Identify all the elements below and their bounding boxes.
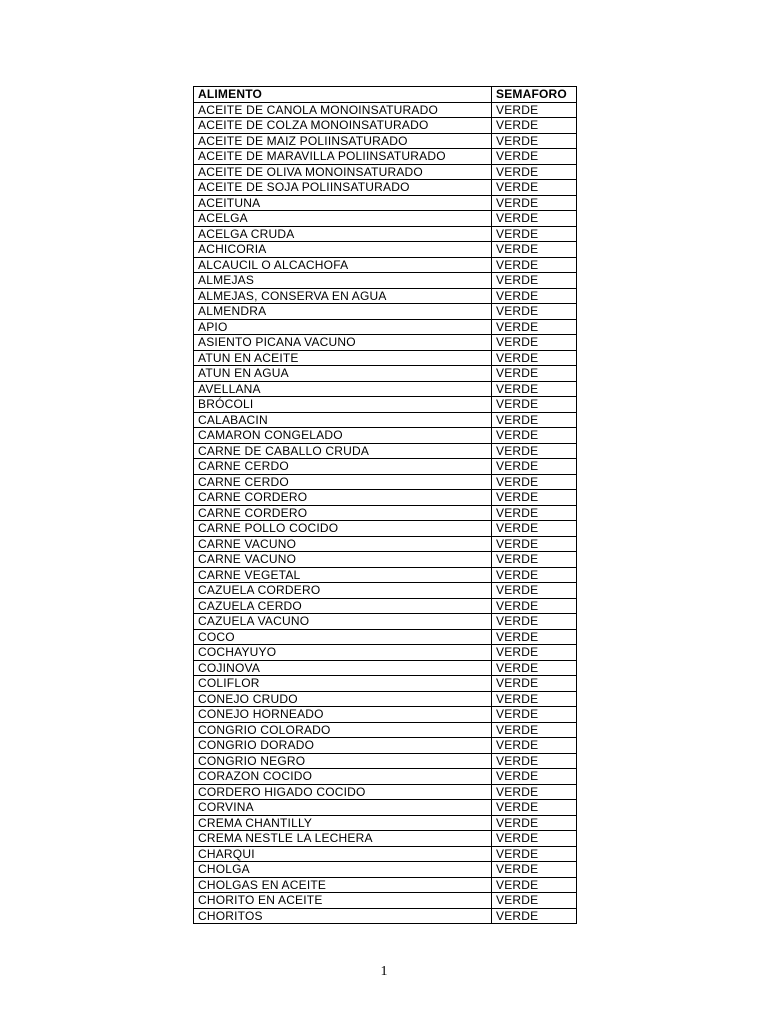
- table-row: [194, 319, 577, 335]
- table-row: [194, 226, 577, 242]
- traffic-light-cell: VERDE: [492, 846, 577, 862]
- food-name-cell: ACEITE DE OLIVA MONOINSATURADO: [194, 164, 492, 180]
- table-row: [194, 831, 577, 847]
- traffic-light-cell: VERDE: [492, 350, 577, 366]
- food-name-cell: CARNE VEGETAL: [194, 567, 492, 583]
- traffic-light-cell: VERDE: [492, 102, 577, 118]
- table-row: [194, 273, 577, 289]
- food-name-cell: ALCAUCIL O ALCACHOFA: [194, 257, 492, 273]
- food-name-cell: CONGRIO COLORADO: [194, 722, 492, 738]
- traffic-light-cell: VERDE: [492, 908, 577, 924]
- traffic-light-cell: VERDE: [492, 149, 577, 165]
- food-name-cell: ACEITUNA: [194, 195, 492, 211]
- traffic-light-cell: VERDE: [492, 645, 577, 661]
- food-name-cell: ALMEJAS: [194, 273, 492, 289]
- table-row: [194, 102, 577, 118]
- traffic-light-cell: VERDE: [492, 536, 577, 552]
- traffic-light-cell: VERDE: [492, 598, 577, 614]
- table-row: [194, 164, 577, 180]
- traffic-light-cell: VERDE: [492, 133, 577, 149]
- traffic-light-cell: VERDE: [492, 257, 577, 273]
- food-name-cell: ACEITE DE MARAVILLA POLIINSATURADO: [194, 149, 492, 165]
- table-row: [194, 288, 577, 304]
- table-row: [194, 443, 577, 459]
- traffic-light-cell: VERDE: [492, 738, 577, 754]
- food-name-cell: CARNE DE CABALLO CRUDA: [194, 443, 492, 459]
- traffic-light-cell: VERDE: [492, 459, 577, 475]
- traffic-light-cell: VERDE: [492, 660, 577, 676]
- food-name-cell: CALABACIN: [194, 412, 492, 428]
- table-row: [194, 412, 577, 428]
- table-row: [194, 645, 577, 661]
- table-row: [194, 707, 577, 723]
- table-row: [194, 536, 577, 552]
- traffic-light-cell: VERDE: [492, 614, 577, 630]
- table-row: [194, 118, 577, 134]
- table-row: [194, 397, 577, 413]
- traffic-light-cell: VERDE: [492, 366, 577, 382]
- food-name-cell: CARNE CERDO: [194, 474, 492, 490]
- table-header-row: [194, 87, 577, 103]
- traffic-light-cell: VERDE: [492, 831, 577, 847]
- food-name-cell: CHORITOS: [194, 908, 492, 924]
- food-name-cell: CHARQUI: [194, 846, 492, 862]
- food-name-cell: COCO: [194, 629, 492, 645]
- table-row: [194, 567, 577, 583]
- table-row: [194, 583, 577, 599]
- table-row: [194, 753, 577, 769]
- traffic-light-cell: VERDE: [492, 707, 577, 723]
- table-row: [194, 490, 577, 506]
- food-name-cell: ACEITE DE COLZA MONOINSATURADO: [194, 118, 492, 134]
- food-name-cell: COCHAYUYO: [194, 645, 492, 661]
- traffic-light-cell: VERDE: [492, 800, 577, 816]
- traffic-light-cell: VERDE: [492, 629, 577, 645]
- food-name-cell: APIO: [194, 319, 492, 335]
- food-name-cell: ALMENDRA: [194, 304, 492, 320]
- food-name-cell: CARNE CORDERO: [194, 490, 492, 506]
- traffic-light-cell: VERDE: [492, 304, 577, 320]
- food-name-cell: CORDERO HIGADO COCIDO: [194, 784, 492, 800]
- traffic-light-cell: VERDE: [492, 490, 577, 506]
- table-row: [194, 660, 577, 676]
- table-body: [194, 102, 577, 924]
- traffic-light-cell: VERDE: [492, 288, 577, 304]
- traffic-light-cell: VERDE: [492, 474, 577, 490]
- food-traffic-light-table: [193, 86, 577, 924]
- table-row: [194, 474, 577, 490]
- header-alimento: ALIMENTO: [194, 87, 492, 103]
- traffic-light-cell: VERDE: [492, 335, 577, 351]
- traffic-light-cell: VERDE: [492, 877, 577, 893]
- table-row: [194, 800, 577, 816]
- traffic-light-cell: VERDE: [492, 381, 577, 397]
- traffic-light-cell: VERDE: [492, 552, 577, 568]
- table-row: [194, 815, 577, 831]
- table-row: [194, 552, 577, 568]
- table-row: [194, 598, 577, 614]
- food-name-cell: CAZUELA CERDO: [194, 598, 492, 614]
- food-name-cell: CREMA NESTLE LA LECHERA: [194, 831, 492, 847]
- traffic-light-cell: VERDE: [492, 676, 577, 692]
- traffic-light-cell: VERDE: [492, 505, 577, 521]
- table-row: [194, 149, 577, 165]
- table-row: [194, 505, 577, 521]
- food-name-cell: CARNE VACUNO: [194, 552, 492, 568]
- food-name-cell: CHOLGAS EN ACEITE: [194, 877, 492, 893]
- traffic-light-cell: VERDE: [492, 397, 577, 413]
- table-row: [194, 257, 577, 273]
- table-row: [194, 381, 577, 397]
- food-name-cell: ATUN EN AGUA: [194, 366, 492, 382]
- traffic-light-cell: VERDE: [492, 164, 577, 180]
- traffic-light-cell: VERDE: [492, 180, 577, 196]
- table-row: [194, 738, 577, 754]
- food-name-cell: ACELGA: [194, 211, 492, 227]
- traffic-light-cell: VERDE: [492, 226, 577, 242]
- food-name-cell: COJINOVA: [194, 660, 492, 676]
- traffic-light-cell: VERDE: [492, 722, 577, 738]
- traffic-light-cell: VERDE: [492, 273, 577, 289]
- table-row: [194, 691, 577, 707]
- traffic-light-cell: VERDE: [492, 412, 577, 428]
- table-row: [194, 908, 577, 924]
- table-row: [194, 893, 577, 909]
- food-name-cell: ACELGA CRUDA: [194, 226, 492, 242]
- traffic-light-cell: VERDE: [492, 815, 577, 831]
- food-name-cell: CAZUELA VACUNO: [194, 614, 492, 630]
- traffic-light-cell: VERDE: [492, 784, 577, 800]
- traffic-light-cell: VERDE: [492, 567, 577, 583]
- traffic-light-cell: VERDE: [492, 893, 577, 909]
- food-name-cell: AVELLANA: [194, 381, 492, 397]
- traffic-light-cell: VERDE: [492, 862, 577, 878]
- table-row: [194, 304, 577, 320]
- food-name-cell: CARNE CORDERO: [194, 505, 492, 521]
- table-row: [194, 133, 577, 149]
- food-name-cell: CONGRIO DORADO: [194, 738, 492, 754]
- food-name-cell: CORVINA: [194, 800, 492, 816]
- table-row: [194, 242, 577, 258]
- traffic-light-cell: VERDE: [492, 118, 577, 134]
- table-row: [194, 862, 577, 878]
- traffic-light-cell: VERDE: [492, 753, 577, 769]
- table-row: [194, 722, 577, 738]
- food-name-cell: CAMARON CONGELADO: [194, 428, 492, 444]
- table-row: [194, 877, 577, 893]
- traffic-light-cell: VERDE: [492, 195, 577, 211]
- food-name-cell: ALMEJAS, CONSERVA EN AGUA: [194, 288, 492, 304]
- table-row: [194, 366, 577, 382]
- food-name-cell: CREMA CHANTILLY: [194, 815, 492, 831]
- food-name-cell: CHOLGA: [194, 862, 492, 878]
- table-row: [194, 846, 577, 862]
- food-name-cell: ACEITE DE SOJA POLIINSATURADO: [194, 180, 492, 196]
- table-row: [194, 676, 577, 692]
- food-name-cell: CHORITO EN ACEITE: [194, 893, 492, 909]
- table-row: [194, 629, 577, 645]
- table-row: [194, 180, 577, 196]
- food-name-cell: CARNE CERDO: [194, 459, 492, 475]
- table-row: [194, 428, 577, 444]
- food-name-cell: CONEJO HORNEADO: [194, 707, 492, 723]
- food-name-cell: ACHICORIA: [194, 242, 492, 258]
- food-name-cell: BRÓCOLI: [194, 397, 492, 413]
- food-name-cell: ATUN EN ACEITE: [194, 350, 492, 366]
- traffic-light-cell: VERDE: [492, 211, 577, 227]
- header-semaforo: SEMAFORO: [492, 87, 577, 103]
- food-name-cell: ASIENTO PICANA VACUNO: [194, 335, 492, 351]
- traffic-light-cell: VERDE: [492, 242, 577, 258]
- table-row: [194, 211, 577, 227]
- food-name-cell: ACEITE DE CANOLA MONOINSATURADO: [194, 102, 492, 118]
- food-name-cell: CAZUELA CORDERO: [194, 583, 492, 599]
- traffic-light-cell: VERDE: [492, 319, 577, 335]
- table-row: [194, 335, 577, 351]
- traffic-light-cell: VERDE: [492, 691, 577, 707]
- food-name-cell: COLIFLOR: [194, 676, 492, 692]
- food-name-cell: CONGRIO NEGRO: [194, 753, 492, 769]
- food-name-cell: ACEITE DE MAIZ POLIINSATURADO: [194, 133, 492, 149]
- traffic-light-cell: VERDE: [492, 443, 577, 459]
- traffic-light-cell: VERDE: [492, 428, 577, 444]
- food-name-cell: CONEJO CRUDO: [194, 691, 492, 707]
- table-row: [194, 195, 577, 211]
- food-name-cell: CARNE POLLO COCIDO: [194, 521, 492, 537]
- table-row: [194, 769, 577, 785]
- table-row: [194, 459, 577, 475]
- table-row: [194, 350, 577, 366]
- page-number: 1: [380, 964, 388, 979]
- food-name-cell: CARNE VACUNO: [194, 536, 492, 552]
- food-name-cell: CORAZON COCIDO: [194, 769, 492, 785]
- traffic-light-cell: VERDE: [492, 583, 577, 599]
- traffic-light-cell: VERDE: [492, 521, 577, 537]
- table-row: [194, 521, 577, 537]
- table-row: [194, 784, 577, 800]
- table-row: [194, 614, 577, 630]
- traffic-light-cell: VERDE: [492, 769, 577, 785]
